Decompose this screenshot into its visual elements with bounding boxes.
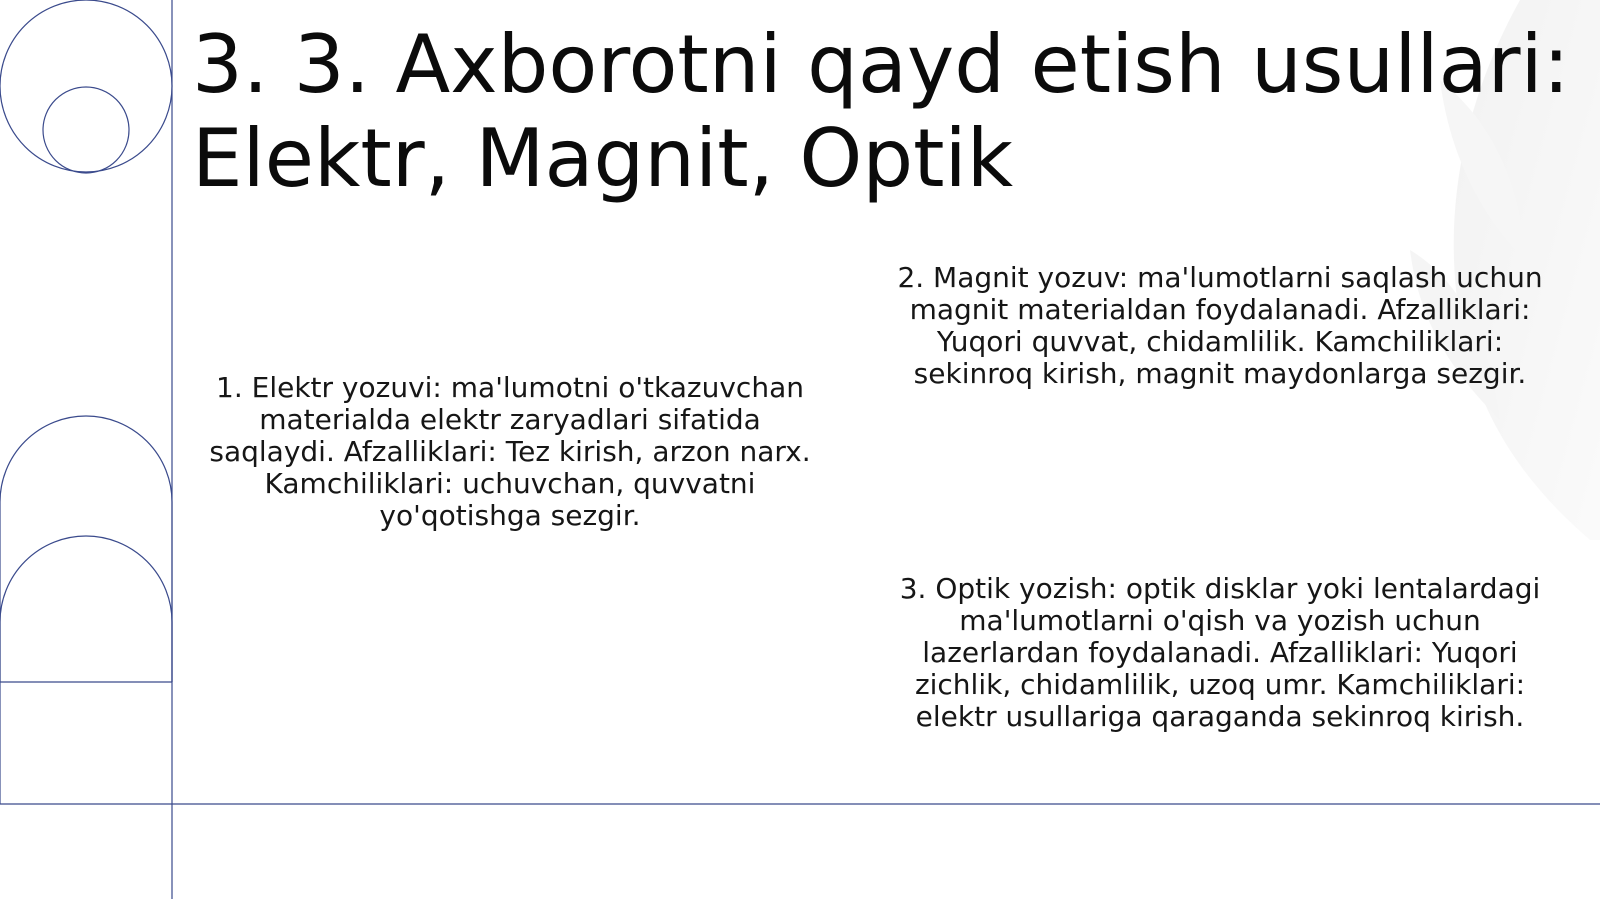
item-electric-recording: 1. Elektr yozuvi: ma'lumotni o'tkazuvchan materialda elektr zaryadlari sifatida saqlaydi. Afzalliklari: Tez kirish, arzon narx. Kamchiliklari: uchuvchan, quvvatni yo'qotishga sezgir. [209,371,811,532]
outer-circle [0,0,172,172]
item-optical-recording: 3. Optik yozish: optik disklar yoki lentalardagi ma'lumotlarni o'qish va yozish uchun lazerlardan foydalanadi. Afzalliklari: Yuqori zichlik, chidamlilik, uzoq umr. Kamchiliklari: elektr usullariga qaraganda sekinroq kirish. [899,572,1541,733]
item-magnetic-recording: 2. Magnit yozuv: ma'lumotlarni saqlash uchun magnit materialdan foydalanadi. Afzalliklari: Yuqori quvvat, chidamlilik. Kamchiliklari: sekinroq kirish, magnit maydonlarga sezgir. [897,261,1543,390]
upper-arch [0,416,172,682]
inner-circle [43,87,129,173]
slide-title: 3. 3. Axborotni qayd etish usullari: Elektr, Magnit, Optik [192,18,1570,205]
lower-arch [0,536,172,682]
